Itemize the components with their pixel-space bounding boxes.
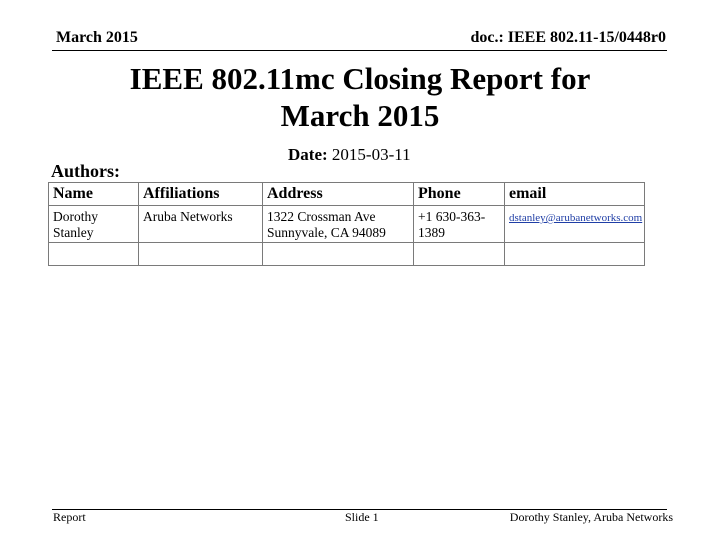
column-header-email: email xyxy=(505,183,645,206)
column-header-name: Name xyxy=(49,183,139,206)
address-line2: Sunnyvale, CA 94089 xyxy=(267,225,386,240)
slide-title xyxy=(60,60,660,134)
phone-line1: +1 630-363- xyxy=(418,209,486,224)
cell-address xyxy=(263,206,414,243)
header-date: March 2015 xyxy=(56,29,138,46)
cell-email xyxy=(505,206,645,243)
table-row-empty xyxy=(49,243,645,266)
empty-cell xyxy=(49,243,139,266)
header-rule xyxy=(52,50,667,51)
column-header-phone: Phone xyxy=(414,183,505,206)
name-line2: Stanley xyxy=(53,225,94,240)
authors-label: Authors: xyxy=(51,161,121,181)
cell-phone xyxy=(414,206,505,243)
name-line1: Dorothy xyxy=(53,209,98,224)
table-header-row xyxy=(49,183,645,206)
header-doc-id: doc.: IEEE 802.11-15/0448r0 xyxy=(470,29,666,46)
date-line xyxy=(288,145,411,165)
cell-affiliation: Aruba Networks xyxy=(139,206,263,243)
table-row xyxy=(49,206,645,243)
authors-table xyxy=(48,182,645,266)
footer-slide-number: Slide 1 xyxy=(345,510,379,524)
slide-title-line2: March 2015 xyxy=(280,98,440,133)
column-header-address: Address xyxy=(263,183,414,206)
date-value: 2015-03-11 xyxy=(331,145,411,164)
empty-cell xyxy=(414,243,505,266)
cell-name xyxy=(49,206,139,243)
address-line1: 1322 Crossman Ave xyxy=(267,209,376,224)
empty-cell xyxy=(139,243,263,266)
date-label: Date: xyxy=(288,145,328,164)
empty-cell xyxy=(505,243,645,266)
footer-left: Report xyxy=(53,510,86,524)
slide-title-line1: IEEE 802.11mc Closing Report for xyxy=(129,61,591,96)
phone-line2: 1389 xyxy=(418,225,445,240)
footer-author: Dorothy Stanley, Aruba Networks xyxy=(509,510,673,524)
column-header-affiliations: Affiliations xyxy=(139,183,263,206)
empty-cell xyxy=(263,243,414,266)
email-link[interactable]: dstanley@arubanetworks.com xyxy=(509,212,643,224)
